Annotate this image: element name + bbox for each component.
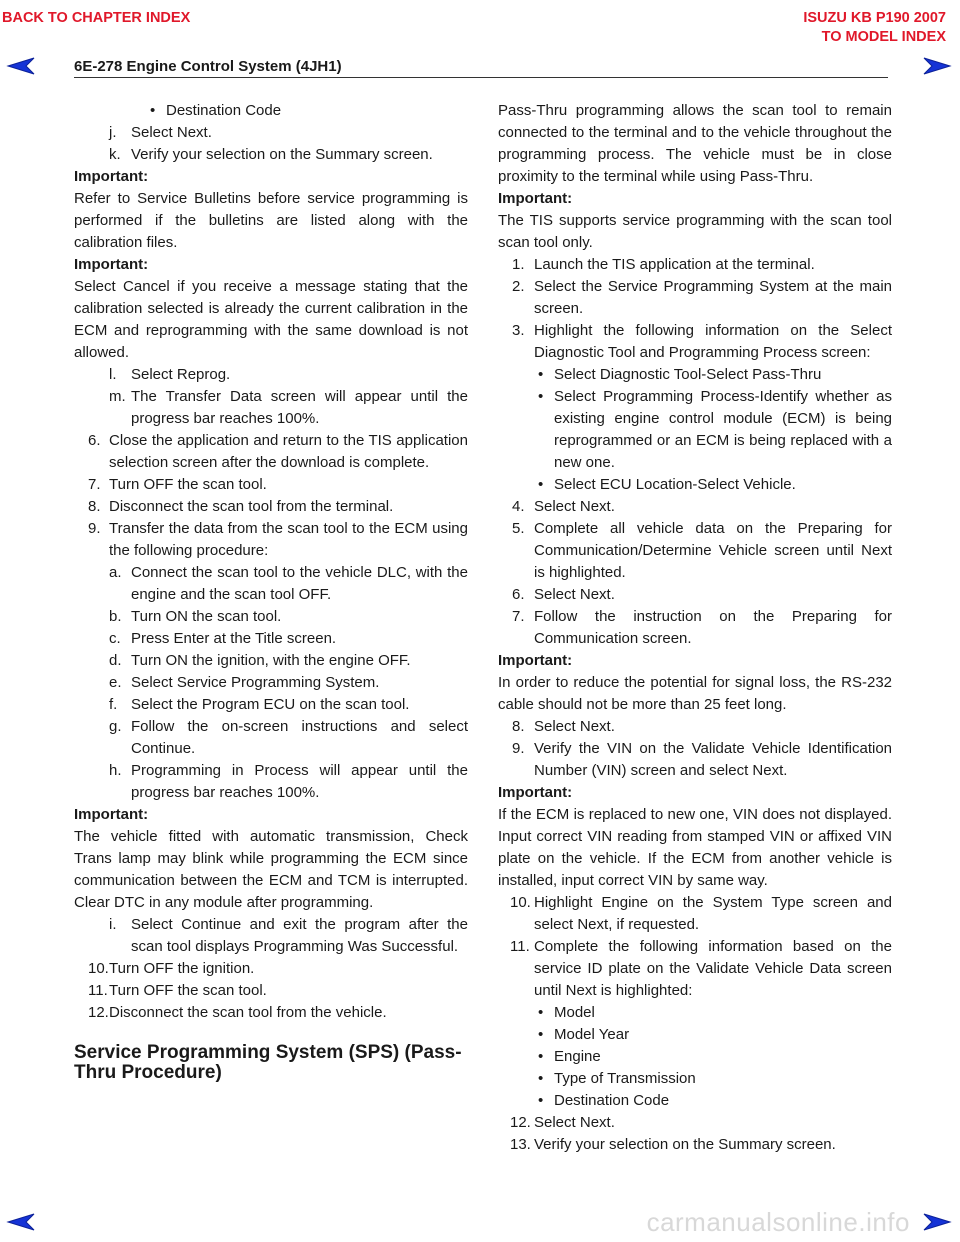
list-item: 9. Verify the VIN on the Validate Vehicle Identification Number (VIN) screen and select Next. [512,740,892,779]
header-divider [74,77,888,78]
list-item: 4. Select Next. [512,498,615,515]
list-item: f. Select the Program ECU on the scan tool. [109,696,410,713]
list-item: j. Select Next. [109,124,212,141]
page-header-title: 6E-278 Engine Control System (4JH1) [74,58,342,75]
list-item: 10. Highlight Engine on the System Type screen and select Next, if requested. [510,894,892,933]
paragraph: In order to reduce the potential for signal loss, the RS-232 cable should not be more than 25 feet long. [498,674,892,713]
paragraph: Select Cancel if you receive a message stating that the calibration selected is already the current calibration in the ECM and reprogramming with the same download is not allowed. [74,278,468,361]
important-label: Important: [74,168,149,185]
bullet-item: • Destination Code [498,1090,892,1112]
list-item: 7. Turn OFF the scan tool. [88,476,267,493]
list-item: 12. Select Next. [510,1114,615,1131]
list-item: 8. Select Next. [512,718,615,735]
bullet-item: • Destination Code [74,100,468,122]
list-item: 6. Close the application and return to the TIS application selection screen after the download is complete. [88,432,468,471]
list-item: h. Programming in Process will appear until the progress bar reaches 100%. [109,762,468,801]
important-label: Important: [74,806,149,823]
to-model-index-link[interactable]: TO MODEL INDEX [821,29,946,45]
list-item: 1. Launch the TIS application at the terminal. [512,256,815,273]
list-item: 8. Disconnect the scan tool from the terminal. [88,498,394,515]
bullet-icon: • [538,1048,544,1065]
prev-page-arrow-bottom-icon[interactable] [6,1212,36,1232]
bullet-icon: • [538,1004,544,1021]
important-label: Important: [498,190,573,207]
model-brand-label: ISUZU KB P190 2007 [803,10,946,26]
paragraph: The vehicle fitted with automatic transmission, Check Trans lamp may blink while programming the ECM since communication between the ECM and TCM is interrupted. Clear DTC in any module after programming. [74,828,468,911]
paragraph: Pass-Thru programming allows the scan tool to remain connected to the terminal and to the vehicle throughout the programming process. The vehicle must be in close proximity to the terminal while using Pass-Thru. [498,102,892,185]
back-to-chapter-index-link[interactable]: BACK TO CHAPTER INDEX [2,10,191,26]
bullet-icon: • [538,366,544,383]
important-label: Important: [498,652,573,669]
bullet-item: • Model [498,1002,892,1024]
list-item: 13. Verify your selection on the Summary screen. [510,1136,836,1153]
right-column [498,100,892,1156]
list-item: m. The Transfer Data screen will appear until the progress bar reaches 100%. [109,388,468,427]
section-title: Service Programming System (SPS) (Pass-Thru Procedure) [74,1042,462,1083]
important-label: Important: [74,256,149,273]
next-page-arrow-icon[interactable] [922,56,952,76]
list-item: i. Select Continue and exit the program after the scan tool displays Programming Was Successful. [109,916,468,955]
bullet-item: • Select Diagnostic Tool-Select Pass-Thru [498,364,892,386]
list-item: l. Select Reprog. [109,366,231,383]
list-item: 10. Turn OFF the ignition. [88,960,255,977]
bullet-icon: • [538,388,544,405]
list-item: 11. Turn OFF the scan tool. [88,982,267,999]
list-item: 7. Follow the instruction on the Preparing for Communication screen. [512,608,892,647]
bullet-icon: • [538,1070,544,1087]
bullet-icon: • [538,476,544,493]
list-item: e. Select Service Programming System. [109,674,380,691]
bullet-item: • Select Programming Process-Identify whether as existing engine control module (ECM) is being reprogrammed or an ECM is being replaced with a new one. [498,386,892,474]
paragraph: The TIS supports service programming with the scan tool scan tool only. [498,212,892,251]
list-item: b. Turn ON the scan tool. [109,608,282,625]
bullet-item: • Select ECU Location-Select Vehicle. [498,474,892,496]
list-item: 2. Select the Service Programming System at the main screen. [512,278,892,317]
prev-page-arrow-icon[interactable] [6,56,36,76]
list-item: 5. Complete all vehicle data on the Preparing for Communication/Determine Vehicle screen until Next is highlighted. [512,520,892,581]
list-item: 11. Complete the following information based on the service ID plate on the Validate Vehicle Data screen until Next is highlighted: [510,938,892,999]
list-item: 9. Transfer the data from the scan tool to the ECM using the following procedure: [88,520,468,559]
bullet-item: • Type of Transmission [498,1068,892,1090]
list-item: a. Connect the scan tool to the vehicle DLC, with the engine and the scan tool OFF. [109,564,468,603]
watermark: carmanualsonline.info [646,1207,910,1237]
bullet-icon: • [538,1092,544,1109]
next-page-arrow-bottom-icon[interactable] [922,1212,952,1232]
bullet-item: • Engine [498,1046,892,1068]
list-item: 12. Disconnect the scan tool from the vehicle. [88,1004,387,1021]
bullet-icon: • [538,1026,544,1043]
paragraph: If the ECM is replaced to new one, VIN does not displayed. Input correct VIN reading from stamped VIN or affixed VIN plate on the vehicle. If the ECM from another vehicle is installed, input correct VIN by same way. [498,806,892,889]
list-item: k. Verify your selection on the Summary screen. [109,146,433,163]
bullet-item: • Model Year [498,1024,892,1046]
paragraph: Refer to Service Bulletins before service programming is performed if the bulletins are listed along with the calibration files. [74,190,468,251]
important-label: Important: [498,784,573,801]
left-column [74,100,468,1083]
list-item: 6. Select Next. [512,586,615,603]
list-item: c. Press Enter at the Title screen. [109,630,337,647]
list-item: 3. Highlight the following information on the Select Diagnostic Tool and Programming Process screen: [512,322,892,361]
bullet-icon: • [150,102,156,119]
list-item: d. Turn ON the ignition, with the engine OFF. [109,652,411,669]
list-item: g. Follow the on-screen instructions and select Continue. [109,718,468,757]
